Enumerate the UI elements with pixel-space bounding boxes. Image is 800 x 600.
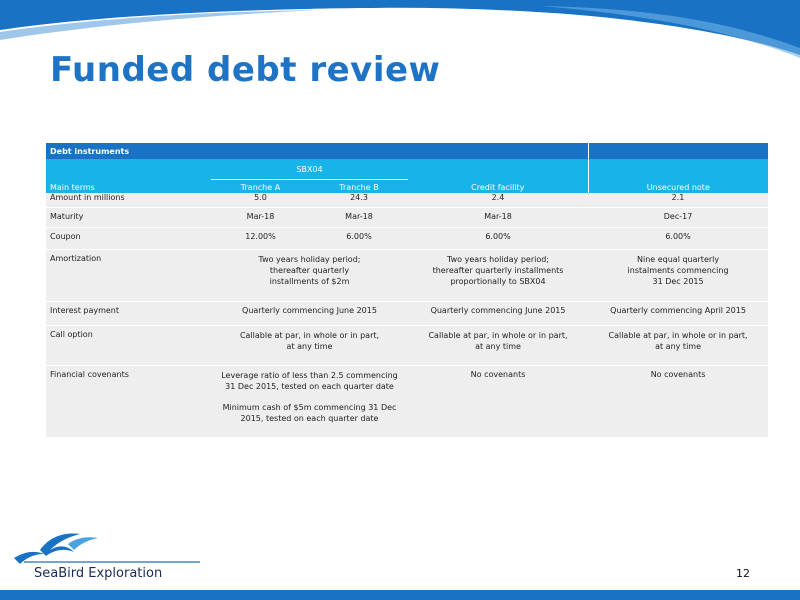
- col-tranche-a: Tranche A: [211, 180, 310, 194]
- cell-line: Callable at par, in whole or in part,: [428, 330, 568, 340]
- group-header-empty: [408, 159, 588, 180]
- table-header-spacer: [588, 143, 768, 159]
- cell-line: 31 Dec 2015: [652, 276, 704, 286]
- cell-line: instalments commencing: [627, 265, 729, 275]
- cell-line: proportionally to SBX04: [450, 276, 546, 286]
- cell-line: 31 Dec 2015, tested on each quarter date: [225, 381, 394, 391]
- cell-value: 6.00%: [408, 227, 588, 249]
- cell-line: Two years holiday period;: [447, 254, 549, 264]
- table-row: [46, 193, 768, 207]
- row-label: Financial covenants: [46, 365, 211, 437]
- row-label: Coupon: [46, 227, 211, 249]
- cell-value: [588, 325, 768, 365]
- cell-value: Mar-18: [211, 207, 310, 227]
- cell-line: Callable at par, in whole or in part,: [608, 330, 748, 340]
- debt-instruments-table: [46, 143, 768, 438]
- group-header-empty: [588, 159, 768, 180]
- cell-value: 6.00%: [310, 227, 408, 249]
- table-row: [46, 301, 768, 325]
- cell-value: 24.3: [310, 193, 408, 207]
- page-title: Funded debt review: [50, 50, 441, 90]
- cell-value: [211, 325, 408, 365]
- table-row: [46, 365, 768, 437]
- cell-line: at any time: [475, 341, 521, 351]
- cell-value: [211, 249, 408, 301]
- cell-value: 12.00%: [211, 227, 310, 249]
- cell-value: Quarterly commencing June 2015: [408, 301, 588, 325]
- cell-value: [408, 325, 588, 365]
- cell-value: Dec-17: [588, 207, 768, 227]
- row-label: Amount in millions: [46, 193, 211, 207]
- cell-line: at any time: [286, 341, 333, 351]
- cell-line: Minimum cash of $5m commencing 31 Dec: [222, 402, 397, 412]
- cell-value: No covenants: [588, 365, 768, 437]
- col-tranche-b: Tranche B: [310, 180, 408, 194]
- table-row: [46, 249, 768, 301]
- row-label: Interest payment: [46, 301, 211, 325]
- page-number: 12: [736, 567, 750, 580]
- table-header-row: [46, 143, 768, 159]
- cell-line: 2015, tested on each quarter date: [240, 413, 379, 423]
- cell-line: Nine equal quarterly: [636, 254, 720, 264]
- footer-bar: [0, 590, 800, 600]
- cell-value: 6.00%: [588, 227, 768, 249]
- cell-value: Quarterly commencing April 2015: [588, 301, 768, 325]
- row-label: Maturity: [46, 207, 211, 227]
- table-row: [46, 227, 768, 249]
- column-header-row: [46, 180, 768, 194]
- row-label: Amortization: [46, 249, 211, 301]
- cell-value: Quarterly commencing June 2015: [211, 301, 408, 325]
- sbx04-group-header: SBX04: [211, 159, 408, 180]
- group-header-row: [46, 159, 768, 180]
- cell-value: No covenants: [408, 365, 588, 437]
- cell-line: thereafter quarterly installments: [432, 265, 564, 275]
- table-header-title: Debt instruments: [46, 143, 588, 159]
- row-label: Call option: [46, 325, 211, 365]
- cell-value: 5.0: [211, 193, 310, 207]
- cell-value: [588, 249, 768, 301]
- cell-line: at any time: [655, 341, 701, 351]
- cell-value: Mar-18: [310, 207, 408, 227]
- cell-value: [408, 249, 588, 301]
- cell-value: 2.4: [408, 193, 588, 207]
- table-row: [46, 207, 768, 227]
- company-logo-text: SeaBird Exploration: [34, 566, 163, 581]
- cell-line: thereafter quarterly: [269, 265, 350, 275]
- cell-line: Callable at par, in whole or in part,: [239, 330, 380, 340]
- col-unsecured-note: Unsecured note: [588, 180, 768, 194]
- table-row: [46, 325, 768, 365]
- group-header-empty: [46, 159, 211, 180]
- col-main-terms: Main terms: [46, 180, 211, 194]
- cell-value: [211, 365, 408, 437]
- cell-line: Two years holiday period;: [258, 254, 361, 264]
- col-credit-facility: Credit facility: [408, 180, 588, 194]
- cell-line: Leverage ratio of less than 2.5 commencing: [221, 370, 398, 380]
- cell-line: installments of $2m: [269, 276, 350, 286]
- cell-value: Mar-18: [408, 207, 588, 227]
- cell-value: 2.1: [588, 193, 768, 207]
